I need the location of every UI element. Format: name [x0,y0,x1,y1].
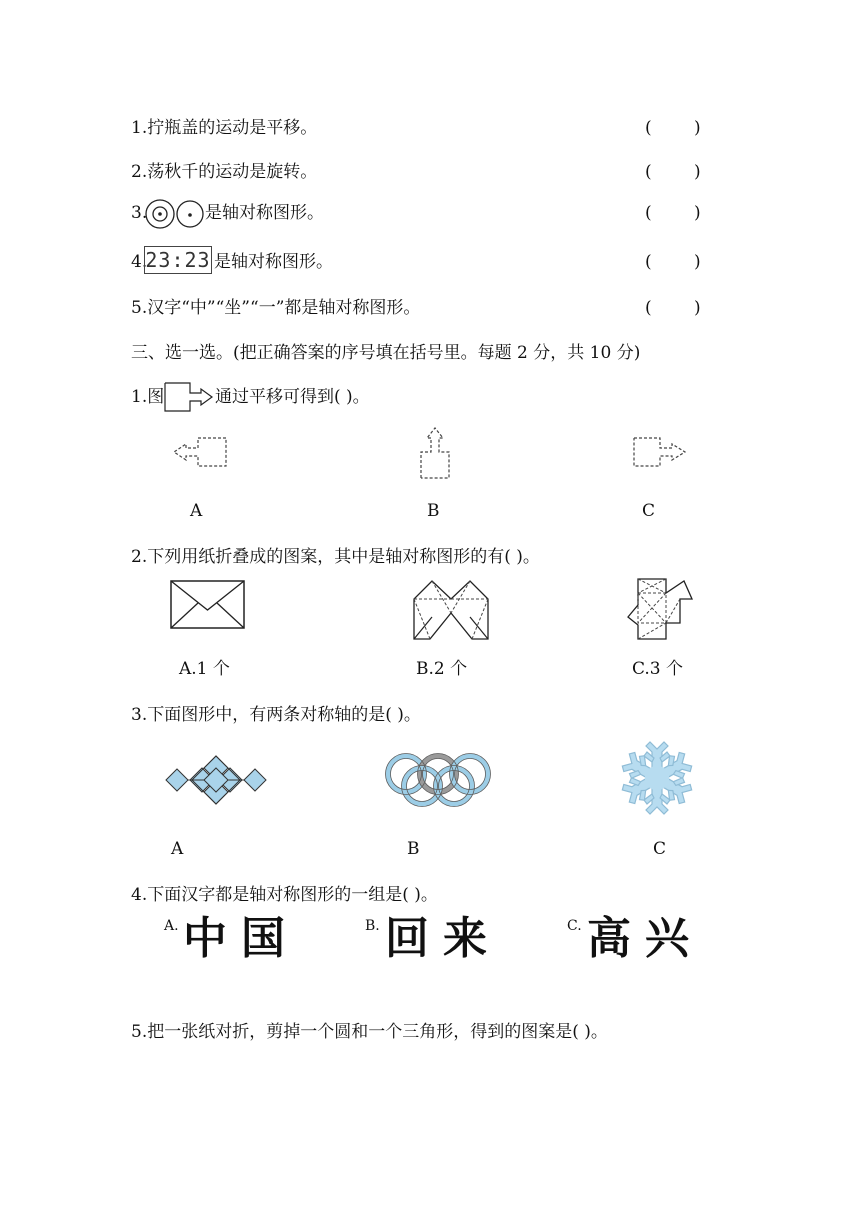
q2-option-c-label: C.3 个 [632,659,684,679]
q4-option-b-chars: 回来 [385,913,501,964]
judge-item-5-num: 5. [131,298,148,318]
answer-paren-5-close: ) [694,298,701,318]
target-circles-figure [144,198,206,230]
judge-item-2 [131,161,317,183]
q1-option-a-figure [172,436,228,468]
q2-option-a-label: A.1 个 [179,659,230,679]
judge-item-3-num: 3. [131,203,148,223]
answer-paren-3-close: ) [694,203,701,223]
answer-paren-4-close: ) [694,252,701,272]
q1-prefix: 1.图 [131,387,165,407]
q1-arrow-figure [164,381,216,413]
judge-item-3-text: 是轴对称图形。 [205,203,324,223]
q3-text: 3.下面图形中，有两条对称轴的是( )。 [131,705,421,725]
q5-text: 5.把一张纸对折，剪掉一个圆和一个三角形，得到的图案是( )。 [131,1022,608,1042]
q2-option-b-folded-figure [412,577,490,641]
q3-option-a-label: A [171,839,184,859]
q2-option-a-envelope-figure [170,580,246,630]
q1-option-c-figure [632,436,688,468]
judge-item-1 [131,117,317,139]
judge-item-5 [131,297,420,319]
q2-option-b-label: B.2 个 [416,659,468,679]
q3-option-c-snowflake-figure [620,738,694,818]
judge-item-4-text: 是轴对称图形。 [214,252,333,272]
answer-paren-4-open: ( [645,252,652,272]
judge-item-1-num: 1. [131,118,148,138]
judge-item-5-text: 汉字“中”“坐”“一”都是轴对称图形。 [147,298,421,318]
q1-option-b-label: B [427,501,440,521]
q1-suffix: 通过平移可得到( )。 [215,387,370,407]
q1-option-b-figure [418,426,452,480]
q4-option-a-letter: A. [164,918,179,934]
q3-option-b-label: B [407,839,420,859]
q4-option-a-chars: 中国 [183,913,299,964]
q1-option-c-label: C [642,501,656,521]
answer-paren-2-close: ) [694,162,701,182]
answer-paren-3-open: ( [645,203,652,223]
judge-item-2-text: 荡秋千的运动是旋转。 [147,162,318,182]
q1-option-a-label: A [190,501,203,521]
digital-clock-figure [144,246,212,274]
answer-paren-1-close: ) [694,118,701,138]
q4-option-c-letter: C. [567,918,582,934]
q2-option-c-folded-figure [624,577,694,641]
judge-item-4-num: 4. [131,252,148,272]
q2-text: 2.下列用纸折叠成的图案，其中是轴对称图形的有( )。 [131,547,540,567]
answer-paren-2-open: ( [645,162,652,182]
answer-paren-1-open: ( [645,118,652,138]
q3-option-a-knot-figure [164,752,268,808]
answer-paren-5-open: ( [645,298,652,318]
q4-option-c-chars: 高兴 [587,913,703,964]
judge-item-2-num: 2. [131,162,148,182]
section3-heading: 三、选一选。(把正确答案的序号填在括号里。每题 2 分，共 10 分) [131,343,641,363]
digital-clock-text: 23:23 [145,248,211,272]
q4-option-b-letter: B. [365,918,380,934]
q3-option-c-label: C [653,839,667,859]
q4-text: 4.下面汉字都是轴对称图形的一组是( )。 [131,885,438,905]
judge-item-1-text: 拧瓶盖的运动是平移。 [147,118,318,138]
q3-option-b-rings-figure [384,752,492,806]
